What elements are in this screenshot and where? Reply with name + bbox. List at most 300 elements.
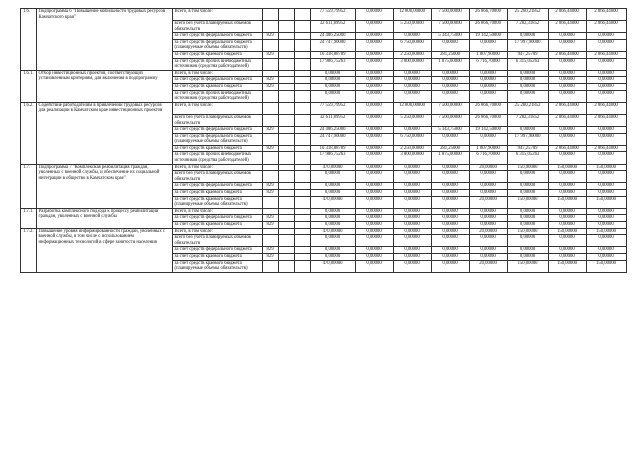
amount-cell: 0,00000 — [310, 215, 355, 222]
amount-cell: 10 318,88789 — [310, 52, 355, 59]
amount-cell: 0,00000 — [507, 171, 548, 183]
amount-cell: 470,00000 — [310, 228, 355, 235]
funding-source-label: за счет средств краевого бюджета — [172, 253, 262, 260]
amount-cell: 26 866,70000 — [469, 21, 507, 33]
amount-cell: 5 250,00000 — [393, 21, 431, 33]
amount-cell: 0,00000 — [586, 39, 626, 51]
amount-cell: 77 559,79952 — [310, 102, 355, 114]
amount-cell: 0,00000 — [310, 208, 355, 215]
amount-cell: 0,00000 — [548, 39, 586, 51]
amount-cell: 0,00000 — [586, 152, 626, 164]
amount-cell: 0,00000 — [310, 253, 355, 260]
amount-cell: 2 250,00000 — [393, 52, 431, 59]
amount-cell: 150,00000 — [586, 164, 626, 171]
budget-code — [262, 90, 278, 102]
item-number: 1.6.2. — [21, 102, 37, 164]
empty-cell — [294, 190, 310, 197]
empty-cell — [278, 39, 294, 51]
amount-cell: 0,00000 — [548, 183, 586, 190]
budget-code — [262, 164, 278, 171]
amount-cell: 0,00000 — [586, 222, 626, 229]
amount-cell: 0,00000 — [355, 260, 393, 272]
funding-source-label: за счет средств прочих внебюджетных источников (средства работодателей) — [172, 58, 262, 70]
funding-source-label: за счет средств прочих внебюджетных источников (средства работодателей) — [172, 90, 262, 102]
budget-code — [262, 152, 278, 164]
amount-cell: 0,00000 — [548, 84, 586, 91]
amount-cell: 0,00000 — [586, 183, 626, 190]
amount-cell: 2 866,44000 — [548, 52, 586, 59]
empty-cell — [294, 228, 310, 235]
amount-cell: 6 750,00000 — [393, 39, 431, 51]
amount-cell: 0,00000 — [586, 208, 626, 215]
amount-cell: 0,00000 — [355, 58, 393, 70]
amount-cell: 0,00000 — [586, 253, 626, 260]
empty-cell — [294, 9, 310, 21]
empty-cell — [278, 9, 294, 21]
empty-cell — [278, 58, 294, 70]
amount-cell: 10 318,88789 — [310, 145, 355, 152]
amount-cell: 0,00000 — [469, 133, 507, 145]
amount-cell: 0,00000 — [393, 33, 431, 40]
amount-cell: 150,00000 — [586, 196, 626, 208]
empty-cell — [278, 196, 294, 208]
funding-source-label: всего без учета планируемых объемов обязательств — [172, 114, 262, 126]
amount-cell: 0,00000 — [310, 222, 355, 229]
funding-source-label: за счет средств краевого бюджета — [172, 190, 262, 197]
empty-cell — [278, 102, 294, 114]
amount-cell: 470,00000 — [310, 260, 355, 272]
budget-code — [262, 58, 278, 70]
amount-cell: 0,00000 — [431, 208, 469, 215]
empty-cell — [294, 196, 310, 208]
amount-cell: 0,00000 — [355, 102, 393, 114]
amount-cell: 0,00000 — [393, 190, 431, 197]
amount-cell: 150,00000 — [548, 228, 586, 235]
amount-cell: 0,00000 — [548, 235, 586, 247]
amount-cell: 0,00000 — [431, 171, 469, 183]
amount-cell: 0,00000 — [548, 208, 586, 215]
funding-source-label: за счет средств федерального бюджета — [172, 33, 262, 40]
amount-cell: 281,25000 — [431, 145, 469, 152]
funding-source-label: всего без учета планируемых объемов обязательств — [172, 171, 262, 183]
amount-cell: 2 866,44000 — [586, 9, 626, 21]
amount-cell: 0,00000 — [355, 145, 393, 152]
amount-cell: 24 486,25000 — [310, 33, 355, 40]
funding-source-label: Всего, в том числе: — [172, 164, 262, 171]
empty-cell — [294, 253, 310, 260]
empty-cell — [294, 235, 310, 247]
empty-cell — [294, 70, 310, 77]
amount-cell: 2 250,00000 — [393, 145, 431, 152]
amount-cell: 7 500,00000 — [431, 114, 469, 126]
amount-cell: 32 611,89952 — [310, 114, 355, 126]
amount-cell: 0,00000 — [393, 208, 431, 215]
amount-cell: 0,00000 — [586, 235, 626, 247]
amount-cell: 0,00000 — [507, 90, 548, 102]
amount-cell: 0,00000 — [548, 133, 586, 145]
amount-cell: 26 866,70000 — [469, 114, 507, 126]
amount-cell: 6 716,70000 — [469, 152, 507, 164]
amount-cell: 0,00000 — [586, 247, 626, 254]
table-row — [21, 164, 627, 171]
budget-code — [262, 171, 278, 183]
funding-source-label: за счет средств прочих внебюджетных источников (средства работодателей) — [172, 152, 262, 164]
amount-cell: 0,00000 — [393, 222, 431, 229]
amount-cell: 150,00000 — [548, 164, 586, 171]
amount-cell: 2 866,44000 — [548, 145, 586, 152]
empty-cell — [294, 52, 310, 59]
budget-code — [262, 102, 278, 114]
amount-cell: 0,00000 — [310, 90, 355, 102]
amount-cell: 0,00000 — [393, 90, 431, 102]
item-title: Подпрограмма 6 "Повышение мобильности трудовых ресурсов Камчатского края" — [36, 9, 172, 71]
amount-cell: 1 875,00000 — [431, 58, 469, 70]
funding-source-label: всего без учета планируемых объемов обязательств — [172, 235, 262, 247]
empty-cell — [278, 127, 294, 134]
amount-cell: 0,00000 — [586, 127, 626, 134]
empty-cell — [278, 84, 294, 91]
amount-cell: 0,00000 — [548, 247, 586, 254]
empty-cell — [278, 183, 294, 190]
funding-source-label: за счет средств краевого бюджета — [172, 145, 262, 152]
amount-cell: 0,00000 — [393, 253, 431, 260]
amount-cell: 281,25000 — [431, 52, 469, 59]
amount-cell: 0,00000 — [355, 152, 393, 164]
amount-cell: 2 866,44000 — [586, 21, 626, 33]
amount-cell: 0,00000 — [355, 208, 393, 215]
amount-cell: 0,00000 — [586, 215, 626, 222]
item-number: 1.7.2. — [21, 228, 37, 272]
amount-cell: 0,00000 — [431, 190, 469, 197]
amount-cell: 0,00000 — [355, 77, 393, 84]
amount-cell: 0,00000 — [469, 84, 507, 91]
amount-cell: 0,00000 — [310, 235, 355, 247]
empty-cell — [278, 77, 294, 84]
funding-source-label: за счет средств федерального бюджета (планируемые объемы обязательств) — [172, 39, 262, 51]
amount-cell: 0,00000 — [507, 208, 548, 215]
budget-code — [262, 114, 278, 126]
table-row — [21, 70, 627, 77]
amount-cell: 0,00000 — [469, 70, 507, 77]
amount-cell: 2 866,44000 — [586, 102, 626, 114]
table-row — [21, 9, 627, 21]
empty-cell — [278, 70, 294, 77]
amount-cell: 0,00000 — [431, 228, 469, 235]
amount-cell: 0,00000 — [469, 183, 507, 190]
empty-cell — [294, 84, 310, 91]
amount-cell: 0,00000 — [393, 171, 431, 183]
amount-cell: 150,00000 — [586, 228, 626, 235]
amount-cell: 1 007,90000 — [469, 52, 507, 59]
empty-cell — [294, 260, 310, 272]
table-row — [21, 102, 627, 114]
amount-cell: 0,00000 — [431, 196, 469, 208]
amount-cell: 3 800,00000 — [393, 152, 431, 164]
amount-cell: 6 750,00000 — [393, 133, 431, 145]
table-row — [21, 228, 627, 235]
amount-cell: 20,00000 — [469, 260, 507, 272]
budget-code: 829 — [262, 33, 278, 40]
amount-cell: 0,00000 — [548, 90, 586, 102]
amount-cell: 947,25789 — [507, 52, 548, 59]
amount-cell: 5 250,00000 — [393, 114, 431, 126]
amount-cell: 0,00000 — [469, 39, 507, 51]
amount-cell: 5 343,75000 — [431, 33, 469, 40]
empty-cell — [294, 145, 310, 152]
amount-cell: 0,00000 — [507, 247, 548, 254]
funding-source-label: за счет средств краевого бюджета — [172, 222, 262, 229]
amount-cell: 1 007,90000 — [469, 145, 507, 152]
amount-cell: 0,00000 — [586, 70, 626, 77]
amount-cell: 19 142,50000 — [469, 33, 507, 40]
item-title: Отбор инвестиционных проектов, соответствующих установленным критериям, для включения в подпрограмму — [36, 70, 172, 102]
amount-cell: 0,00000 — [586, 133, 626, 145]
empty-cell — [278, 235, 294, 247]
amount-cell: 2 866,44000 — [586, 114, 626, 126]
amount-cell: 77 559,79952 — [310, 9, 355, 21]
amount-cell: 0,00000 — [393, 235, 431, 247]
amount-cell: 20,00000 — [469, 196, 507, 208]
item-title: Содействие работодателям в привлечении трудовых ресурсов для реализации в Камчатском крае инвестиционных проектов — [36, 102, 172, 164]
empty-cell — [294, 102, 310, 114]
amount-cell: 0,00000 — [469, 235, 507, 247]
amount-cell: 0,00000 — [586, 190, 626, 197]
amount-cell: 0,00000 — [393, 215, 431, 222]
amount-cell: 947,25789 — [507, 145, 548, 152]
empty-cell — [294, 58, 310, 70]
amount-cell: 0,00000 — [355, 114, 393, 126]
amount-cell: 150,00000 — [507, 228, 548, 235]
empty-cell — [294, 215, 310, 222]
item-title: Повышение уровня информированности граждан, уволенных с военной службы, в том числе с использованием информационных технологий в сфере занятости населения — [36, 228, 172, 272]
amount-cell: 0,00000 — [431, 222, 469, 229]
empty-cell — [294, 183, 310, 190]
amount-cell: 0,00000 — [507, 70, 548, 77]
budget-code: 829 — [262, 247, 278, 254]
empty-cell — [294, 39, 310, 51]
amount-cell: 0,00000 — [355, 133, 393, 145]
budget-code: 829 — [262, 222, 278, 229]
funding-source-label: за счет средств краевого бюджета (планируемые объемы обязательств) — [172, 260, 262, 272]
funding-source-label: за счет средств федерального бюджета — [172, 183, 262, 190]
funding-source-label: Всего, в том числе: — [172, 70, 262, 77]
amount-cell: 12 800,00000 — [393, 102, 431, 114]
amount-cell: 150,00000 — [507, 260, 548, 272]
amount-cell: 0,00000 — [548, 171, 586, 183]
budget-code: 829 — [262, 52, 278, 59]
empty-cell — [294, 21, 310, 33]
amount-cell: 6 716,70000 — [469, 58, 507, 70]
funding-source-label: Всего, в том числе: — [172, 208, 262, 215]
budget-table — [20, 8, 627, 273]
empty-cell — [294, 33, 310, 40]
amount-cell: 0,00000 — [355, 164, 393, 171]
amount-cell: 0,00000 — [355, 253, 393, 260]
amount-cell: 0,00000 — [355, 84, 393, 91]
amount-cell: 0,00000 — [469, 190, 507, 197]
amount-cell: 7 500,00000 — [431, 9, 469, 21]
empty-cell — [278, 52, 294, 59]
budget-code — [262, 9, 278, 21]
empty-cell — [294, 90, 310, 102]
amount-cell: 0,00000 — [431, 183, 469, 190]
item-number: 1.6.1. — [21, 70, 37, 102]
amount-cell: 0,00000 — [310, 171, 355, 183]
amount-cell: 0,00000 — [431, 215, 469, 222]
empty-cell — [278, 253, 294, 260]
amount-cell: 0,00000 — [355, 33, 393, 40]
funding-source-label: за счет средств федерального бюджета — [172, 215, 262, 222]
empty-cell — [278, 152, 294, 164]
funding-source-label: Всего, в том числе: — [172, 9, 262, 21]
empty-cell — [294, 133, 310, 145]
amount-cell: 150,00000 — [507, 164, 548, 171]
budget-code — [262, 208, 278, 215]
amount-cell: 25 260,21852 — [507, 102, 548, 114]
amount-cell: 17 986,75263 — [310, 152, 355, 164]
empty-cell — [278, 171, 294, 183]
funding-source-label: Всего, в том числе: — [172, 102, 262, 114]
amount-cell: 2 866,44000 — [548, 9, 586, 21]
budget-code — [262, 196, 278, 208]
amount-cell: 0,00000 — [586, 33, 626, 40]
amount-cell: 0,00000 — [469, 253, 507, 260]
amount-cell: 17 986,75263 — [310, 58, 355, 70]
amount-cell: 0,00000 — [469, 171, 507, 183]
budget-code: 829 — [262, 215, 278, 222]
amount-cell: 20,00000 — [469, 164, 507, 171]
budget-code — [262, 39, 278, 51]
budget-table-sheet — [20, 8, 627, 273]
amount-cell: 12 800,00000 — [393, 9, 431, 21]
empty-cell — [278, 222, 294, 229]
amount-cell: 0,00000 — [469, 77, 507, 84]
empty-cell — [278, 133, 294, 145]
amount-cell: 0,00000 — [548, 152, 586, 164]
amount-cell: 0,00000 — [586, 84, 626, 91]
amount-cell: 24 486,25000 — [310, 127, 355, 134]
amount-cell: 470,00000 — [310, 196, 355, 208]
amount-cell: 17 997,90000 — [507, 133, 548, 145]
amount-cell: 0,00000 — [355, 215, 393, 222]
amount-cell: 150,00000 — [586, 260, 626, 272]
budget-code — [262, 228, 278, 235]
amount-cell: 7 500,00000 — [431, 102, 469, 114]
empty-cell — [278, 208, 294, 215]
amount-cell: 150,00000 — [507, 196, 548, 208]
funding-source-label: за счет средств краевого бюджета — [172, 52, 262, 59]
amount-cell: 0,00000 — [507, 183, 548, 190]
amount-cell: 0,00000 — [431, 235, 469, 247]
amount-cell: 0,00000 — [431, 260, 469, 272]
amount-cell: 150,00000 — [548, 260, 586, 272]
empty-cell — [278, 145, 294, 152]
amount-cell: 0,00000 — [507, 77, 548, 84]
amount-cell: 19 142,50000 — [469, 127, 507, 134]
amount-cell: 0,00000 — [548, 77, 586, 84]
budget-code: 829 — [262, 145, 278, 152]
empty-cell — [278, 228, 294, 235]
empty-cell — [278, 215, 294, 222]
amount-cell: 0,00000 — [393, 84, 431, 91]
empty-cell — [294, 208, 310, 215]
amount-cell: 0,00000 — [310, 183, 355, 190]
amount-cell: 0,00000 — [393, 228, 431, 235]
amount-cell: 0,00000 — [393, 247, 431, 254]
funding-source-label: Всего, в том числе: — [172, 228, 262, 235]
amount-cell: 17 997,90000 — [507, 39, 548, 51]
amount-cell: 0,00000 — [355, 171, 393, 183]
empty-cell — [294, 171, 310, 183]
amount-cell: 7 282,31852 — [507, 21, 548, 33]
item-number: 1.7.1. — [21, 208, 37, 228]
amount-cell: 0,00000 — [355, 39, 393, 51]
amount-cell: 0,00000 — [507, 222, 548, 229]
empty-cell — [294, 164, 310, 171]
amount-cell: 0,00000 — [355, 235, 393, 247]
funding-source-label: за счет средств краевого бюджета — [172, 84, 262, 91]
budget-code — [262, 235, 278, 247]
amount-cell: 0,00000 — [393, 70, 431, 77]
amount-cell: 20,00000 — [469, 228, 507, 235]
empty-cell — [294, 114, 310, 126]
item-title: Разработка комплексного подхода к процессу реабилитации граждан, уволенных с военной службы — [36, 208, 172, 228]
amount-cell: 7 500,00000 — [431, 21, 469, 33]
empty-cell — [294, 77, 310, 84]
amount-cell: 0,00000 — [355, 52, 393, 59]
amount-cell: 0,00000 — [431, 70, 469, 77]
amount-cell: 0,00000 — [355, 228, 393, 235]
amount-cell: 0,00000 — [586, 171, 626, 183]
amount-cell: 2 866,44000 — [586, 52, 626, 59]
amount-cell: 0,00000 — [355, 21, 393, 33]
amount-cell: 0,00000 — [548, 215, 586, 222]
empty-cell — [278, 190, 294, 197]
amount-cell: 24 747,90000 — [310, 39, 355, 51]
empty-cell — [294, 152, 310, 164]
amount-cell: 0,00000 — [586, 58, 626, 70]
funding-source-label: всего без учета планируемых объемов обязательств — [172, 21, 262, 33]
empty-cell — [278, 247, 294, 254]
amount-cell: 0,00000 — [507, 235, 548, 247]
funding-source-label: за счет средств федерального бюджета — [172, 127, 262, 134]
amount-cell: 0,00000 — [431, 77, 469, 84]
amount-cell: 0,00000 — [548, 190, 586, 197]
amount-cell: 470,00000 — [310, 164, 355, 171]
amount-cell: 0,00000 — [548, 222, 586, 229]
amount-cell: 0,00000 — [431, 90, 469, 102]
amount-cell: 0,00000 — [431, 253, 469, 260]
amount-cell: 0,00000 — [431, 84, 469, 91]
amount-cell: 0,00000 — [355, 90, 393, 102]
budget-code: 829 — [262, 77, 278, 84]
amount-cell: 0,00000 — [507, 215, 548, 222]
amount-cell: 7 282,31852 — [507, 114, 548, 126]
empty-cell — [278, 33, 294, 40]
budget-code: 829 — [262, 190, 278, 197]
amount-cell: 0,00000 — [355, 183, 393, 190]
amount-cell: 0,00000 — [431, 133, 469, 145]
amount-cell: 0,00000 — [310, 84, 355, 91]
amount-cell: 0,00000 — [355, 70, 393, 77]
amount-cell: 6 315,05263 — [507, 152, 548, 164]
amount-cell: 25 260,21852 — [507, 9, 548, 21]
amount-cell: 0,00000 — [548, 58, 586, 70]
funding-source-label: за счет средств краевого бюджета (планируемые объемы обязательств) — [172, 196, 262, 208]
amount-cell: 0,00000 — [393, 77, 431, 84]
empty-cell — [294, 127, 310, 134]
amount-cell: 0,00000 — [310, 77, 355, 84]
